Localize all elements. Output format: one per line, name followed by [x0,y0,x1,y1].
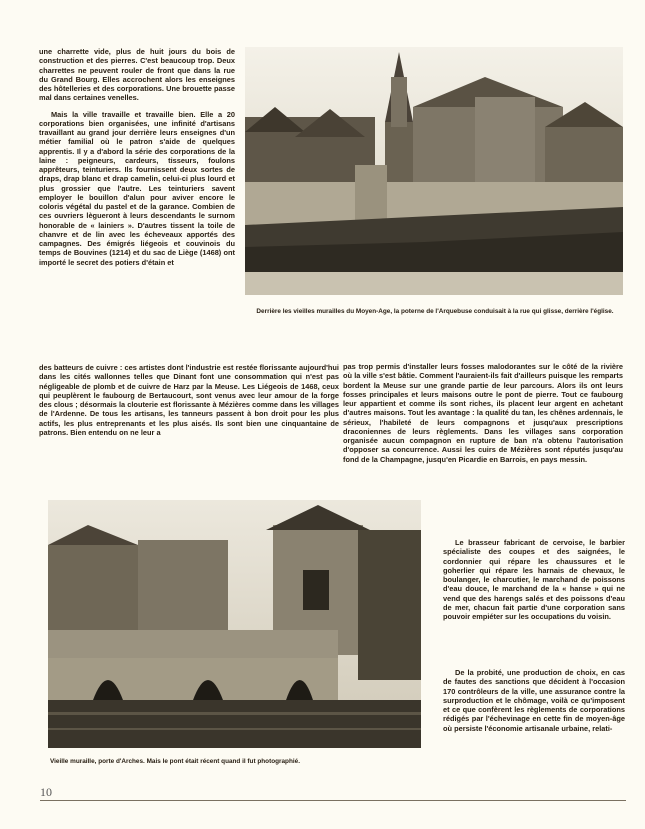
page-number: 10 [40,785,52,799]
text-column-right [343,362,623,471]
text-column-left [39,47,235,274]
text-column-wide [39,363,339,444]
photo-church-ramparts [245,47,623,295]
paragraph-probite: De la probité, une production de choix, en cas de fautes des sanctions que décident à l'occasion 170 contrôleurs de la ville, une assurance contre la surproduction et le chômage, voilà ce qu'imposent et ce que confèrent les règlements de corporations rédigés par l'échevinage en cette fin de moyen-âge où persiste l'économie artisanale urbaine, relati- [443,668,625,733]
caption-top-photo: Derrière les vieilles murailles du Moyen-Age, la poterne de l'Arquebuse conduisait à la rue qui glisse, derrière l'église. [256,308,614,315]
photo-porte-arches [48,500,421,748]
caption-bottom-photo: Vieille muraille, porte d'Arches. Mais le pont était récent quand il fut photographié. [50,758,300,765]
footer-rule [40,800,626,801]
paragraph-charrette: une charrette vide, plus de huit jours du bois de construction et des pierres. C'est beaucoup trop. Deux charrettes ne peuvent rouler de front que dans la rue du Grand Bourg. Elles accrochent alors les enseignes des hôtelleries et des corporations. Une brouette passe mal dans certaines venelles. [39,47,235,103]
paragraph-corporations: Mais la ville travaille et travaille bien. Elle a 20 corporations bien organisées, une infinité d'artisans travaillant au grand jour derrière leurs enseignes d'un métier familial où le patron s'aide de quelques apprentis. Il y a d'abord la série des corporations de la laine : peigneurs, cardeurs, tisseurs, foulons apprêteurs, teinturiers. Ils fournissent deux sortes de draps, drap blanc et drap camelin, celui-ci plus lourd et plus grossier que l'autre. Les teinturiers savent employer le bouillon d'alun pour aviver encore le coloris végétal du pastel et de la garance. Combien de ces ouvriers lègueront à leurs descendants le surnom honorable de « lainiers ». D'autres tissent la toile de chanvre et de lin avec les écheveaux apportés des campagnes. Des émigrés liégeois et couvinois du temps de Bouvines (1214) et du sac de Liège (1468) ont importé le secret des potiers d'étain et [39,109,235,267]
text-column-right-3 [443,668,625,740]
paragraph-batteurs: des batteurs de cuivre : ces artistes dont l'industrie est restée florissante aujourd'hui dans les cités wallonnes telles que Dinant font une consommation qui n'est pas négligeable de plomb et de cuivre de Harz par la Meuse. Les Liégeois de 1468, ceux qui peuplèrent le faubourg de Bertaucourt, sont venus avec leur amour de la forge des clous ; désormais la clouterie est florissante à Mézières comme dans les villages de l'Ardenne. De tous les artisans, les tanneurs passent à bon droit pour les plus actifs, les plus entreprenants et les plus aisés. Ils sont bien une cinquantaine de patrons. Bien entendu on ne leur a [39,363,339,437]
paragraph-brasseur: Le brasseur fabricant de cervoise, le barbier spécialiste des coupes et des saignées, le cordonnier qui répare les chaussures et le goherlier qui répare les harnais de chevaux, le boulanger, le charcutier, le marchand de poissons d'eau douce, le marchand de la « hanse » qui ne vend que des harengs salés et des poissons d'eau de mer, chacun fait partie d'une corporation sans pouvoir empiéter sur les occupations du voisin. [443,538,625,621]
paragraph-tanneurs: pas trop permis d'installer leurs fosses malodorantes sur le côté de la rivière où la ville s'est bâtie. Comment l'auraient-ils fait d'ailleurs puisque les remparts bordent la Meuse sur une grande partie de leur parcours. Alors ils ont leurs fosses principales et leurs maisons outre le pont de pierre. Tout ce faubourg leur appartient et comme ils sont riches, ils placent leur argent en achetant d'autres maisons. Tout les avantage : la qualité du tan, les chênes ardennais, le sérieux, l'habileté de leurs compagnons et jusqu'aux prescriptions draconiennes de leurs règlements. Dans les villages sans corporation organisée aucun compagnon en rupture de ban n'a obtenu l'autorisation d'opposer sa concurrence. Aussi les cuirs de Mézières sont réputés jusqu'au fond de la Champagne, jusqu'en Picardie en Barrois, en pays messin. [343,362,623,464]
text-column-right-2 [443,538,625,628]
